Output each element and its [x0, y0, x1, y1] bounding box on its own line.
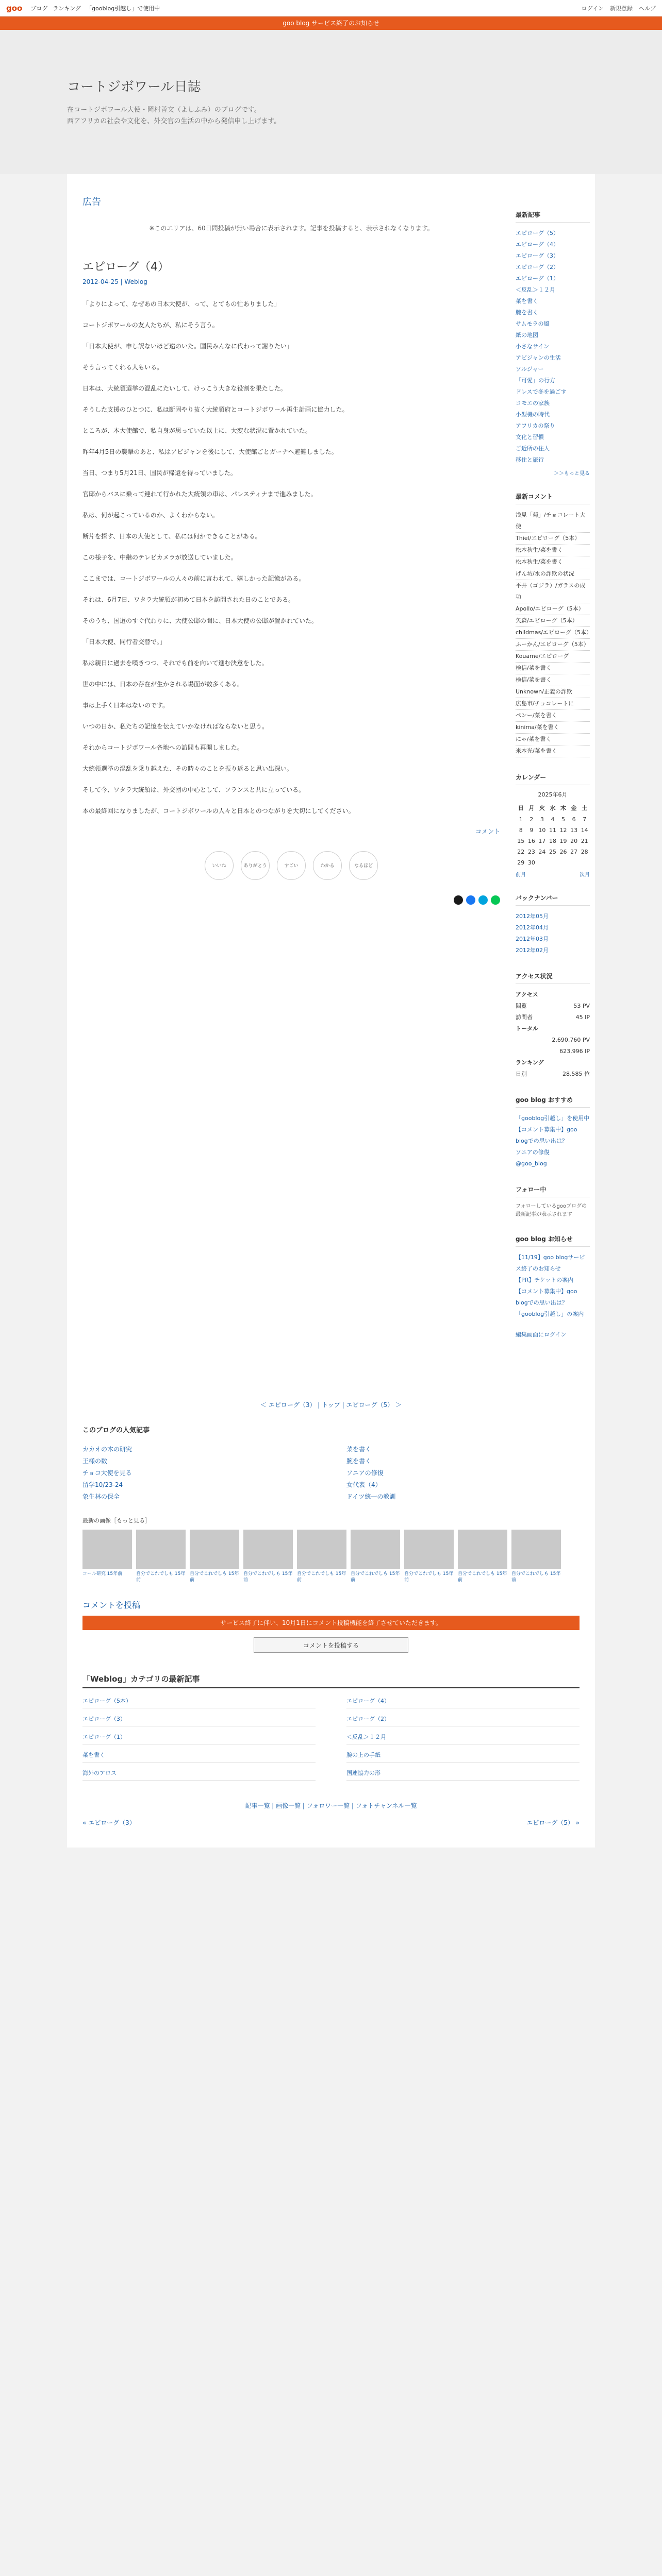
- popular-grid: [82, 1445, 580, 1501]
- thumb-caption[interactable]: 自分でこれでしも 15年前: [136, 1571, 186, 1583]
- post-paragraph: 事は上手く日本はないのです。: [82, 702, 169, 709]
- thumb-caption[interactable]: 自分でこれでしも 15年前: [404, 1571, 454, 1583]
- access-ip-label: 訪問者: [516, 1014, 533, 1021]
- main-column: [67, 195, 516, 1338]
- thumb-item[interactable]: [297, 1530, 346, 1583]
- post-paragraph: 日本は、大統領選挙の混乱にたいして、けっこう大きな役割を果たした。: [82, 385, 287, 392]
- prev-next-nav: [82, 1818, 580, 1827]
- comment-item[interactable]: 広島市/チョコレートに: [516, 698, 590, 710]
- facebook-share-icon[interactable]: [466, 895, 475, 905]
- thumb-item[interactable]: [351, 1530, 400, 1583]
- post-paragraph: そう言ってくれる人もいる。: [82, 364, 163, 371]
- thumb-item[interactable]: [458, 1530, 507, 1583]
- blog-desc-2: 西アフリカの社会や文化を、外交官の生活の中から発信申し上げます。: [67, 117, 281, 125]
- latest-item[interactable]: エピローグ（3）: [82, 1715, 316, 1726]
- gooblog-list: [516, 1113, 590, 1170]
- thumb-image[interactable]: [297, 1530, 346, 1569]
- recent-item[interactable]: アフリカの祭り: [516, 422, 555, 429]
- backnumber-item[interactable]: 2012年05月: [516, 913, 549, 920]
- comment-link[interactable]: コメント: [475, 828, 500, 835]
- recent-more-link[interactable]: ＞＞もっと見る: [554, 471, 590, 477]
- access-stats: [516, 989, 590, 1080]
- gooblog-title: goo blog おすすめ: [516, 1095, 590, 1108]
- post-paragraph: 昨年4月5日の襲撃のあと、私はアビジャンを後にして、大使館ごとガーナへ避難しました。: [82, 448, 338, 455]
- comment-item[interactable]: ペンー/菜を書く: [516, 710, 590, 722]
- calendar-title: カレンダー: [516, 773, 590, 785]
- thumb-image[interactable]: [243, 1530, 293, 1569]
- thumb-image[interactable]: [190, 1530, 239, 1569]
- latest-item[interactable]: 海外のアロス: [82, 1769, 316, 1781]
- thumb-item[interactable]: [136, 1530, 186, 1583]
- report-title: goo blog お知らせ: [516, 1234, 590, 1247]
- comment-item[interactable]: 検信/菜を書く: [516, 674, 590, 686]
- comment-item[interactable]: Apollo/エピローグ（5本）: [516, 603, 590, 615]
- recent-list: [516, 228, 590, 466]
- thumb-image[interactable]: [404, 1530, 454, 1569]
- comment-item[interactable]: 矢森/エピローグ（5本）: [516, 615, 590, 627]
- post-paragraph: 本の最終回になりましたが、コートジボワールの人々と日本とのつながりを大切にしてください。: [82, 807, 355, 815]
- reaction-understand[interactable]: わかる: [313, 851, 342, 880]
- post-pager[interactable]: ＜ エピローグ（3） | トップ | エピローグ（5） ＞: [260, 1401, 402, 1409]
- popular-item[interactable]: 象生林の保全: [82, 1493, 120, 1500]
- comment-title: コメントを投稿: [82, 1600, 141, 1610]
- comment-item[interactable]: にゃ/菜を書く: [516, 734, 590, 745]
- report-item[interactable]: 【PR】チケットの案内: [516, 1277, 574, 1283]
- comment-item[interactable]: 松本秋生/菜を書く: [516, 545, 590, 556]
- post-paragraph: そうした支援のひとつに、私は断固やり抜く大統領府とコートジボワール再生計画に協力した。: [82, 406, 349, 413]
- post-paragraph: 官邸からバスに乗って連れて行かれた大統領の車は、パレスティナまで進みました。: [82, 490, 317, 498]
- report-item[interactable]: 【11/19】goo blogサービス終了のお知らせ: [516, 1254, 585, 1272]
- latest-item[interactable]: 菜を書く: [82, 1751, 316, 1762]
- report-item[interactable]: 「gooblog引越し」の案内: [516, 1311, 584, 1317]
- recent-item[interactable]: ドレスで冬を過ごす: [516, 388, 567, 395]
- thumb-image[interactable]: [136, 1530, 186, 1569]
- post-paragraph: 「日本大使、同行者交替で。」: [82, 638, 166, 646]
- comment-item[interactable]: Thiel/エピローグ（5本）: [516, 533, 590, 545]
- thumb-image[interactable]: [511, 1530, 561, 1569]
- reaction-like[interactable]: いいね: [205, 851, 234, 880]
- hatena-share-icon[interactable]: [478, 895, 488, 905]
- gooblog-item[interactable]: 「gooblog引越し」を使用中: [516, 1115, 590, 1122]
- recent-item[interactable]: 小さなサイン: [516, 343, 550, 350]
- post-paragraph: それからコートジボワール各地への訪問も再開しました。: [82, 744, 243, 751]
- ad-title: 広告: [82, 197, 101, 208]
- recent-item[interactable]: エピローグ（5）: [516, 230, 559, 236]
- manage-login-link[interactable]: 編集画面にログイン: [516, 1331, 567, 1338]
- recent-item[interactable]: ご近所の住人: [516, 445, 550, 452]
- popular-item[interactable]: 女代表（4）: [346, 1481, 382, 1488]
- calendar-next[interactable]: 次月: [580, 872, 590, 878]
- post-paragraph: いつの日か、私たちの記憶を伝えていかなければならないと思う。: [82, 723, 269, 730]
- access-rank-val: 28,585 位: [562, 1071, 590, 1077]
- thumb-image[interactable]: [351, 1530, 400, 1569]
- recent-item[interactable]: コモエの家族: [516, 400, 550, 406]
- image-thumbs: [82, 1530, 580, 1583]
- comment-item[interactable]: 平井（ゴジラ）/ガラスの成功: [516, 580, 590, 603]
- reaction-thanks[interactable]: ありがとう: [241, 851, 270, 880]
- comment-notice[interactable]: サービス終了に伴い、10月1日にコメント投稿機能を終了させていただきます。: [82, 1616, 580, 1630]
- lower-section: [67, 1369, 595, 1848]
- latest-item[interactable]: エピローグ（5本）: [82, 1697, 316, 1708]
- comment-post-button[interactable]: コメントを投稿する: [254, 1637, 408, 1653]
- recent-item[interactable]: エピローグ（4）: [516, 241, 559, 248]
- x-share-icon[interactable]: [454, 895, 463, 905]
- thumb-item[interactable]: [243, 1530, 293, 1583]
- comment-item[interactable]: 浅見「菊」/チョコレート大使: [516, 510, 590, 533]
- register-link[interactable]: 新規登録: [610, 5, 633, 12]
- latest-list: [82, 1697, 580, 1781]
- popular-item[interactable]: チョコ大使を見る: [82, 1469, 132, 1477]
- comments-title: 最新コメント: [516, 492, 590, 504]
- post-paragraph: 断片を探す、日本の大使として、私には何かできることがある。: [82, 533, 261, 540]
- comment-list: [516, 510, 590, 757]
- post-paragraph: 世の中には、日本の存在が生かされる場面が数多くある。: [82, 681, 244, 688]
- reaction-great[interactable]: すごい: [277, 851, 306, 880]
- comment-item[interactable]: kinima/菜を書く: [516, 722, 590, 734]
- thumb-caption[interactable]: 自分でこれでしも 15年前: [351, 1571, 400, 1583]
- post-paragraph: 私は親日に過去を嘆きつつ、それでも前を向いて進む決意をした。: [82, 659, 268, 667]
- prev-post-link[interactable]: « エピローグ（3）: [82, 1819, 136, 1826]
- topbar-link-blog[interactable]: ブログ: [30, 5, 48, 12]
- popular-title: このブログの人気記事: [82, 1427, 150, 1434]
- latest-item[interactable]: エピローグ（2）: [346, 1715, 580, 1726]
- comment-item[interactable]: 米本光/菜を書く: [516, 745, 590, 757]
- latest-item[interactable]: 腕の上の手紙: [346, 1751, 580, 1762]
- gooblog-item[interactable]: 【コメント募集中】goo blogでの思い出は？: [516, 1126, 577, 1144]
- access-pv: 53 PV: [573, 1003, 590, 1009]
- post-paragraph: そのうち、国道のすぐ代わりに、大使公邸の間に、日本大使の公邸が置かれていた。: [82, 617, 318, 624]
- backnumber-list: [516, 911, 590, 956]
- help-link[interactable]: ヘルプ: [639, 5, 656, 12]
- backnumber-title: バックナンバー: [516, 893, 590, 906]
- calendar-prev[interactable]: 前月: [516, 872, 526, 878]
- post-paragraph: この様子を、中継のテレビカメラが放送していました。: [82, 554, 237, 561]
- popular-item[interactable]: 菜を書く: [346, 1446, 372, 1453]
- latest-item[interactable]: エピローグ（1）: [82, 1733, 316, 1744]
- recent-item[interactable]: 移住と旅行: [516, 456, 544, 463]
- access-total-label: トータル: [516, 1025, 538, 1032]
- recent-item[interactable]: ソルジャー: [516, 366, 544, 372]
- recent-item[interactable]: エピローグ（3）: [516, 252, 559, 259]
- access-title: アクセス状況: [516, 972, 590, 984]
- post-paragraph: それは、6月7日、ワタラ大統領が初めて日本を訪問された日のことである。: [82, 596, 295, 603]
- thumb-caption[interactable]: コール研究 15年前: [82, 1571, 123, 1577]
- top-bar: [0, 0, 662, 16]
- comment-item[interactable]: Unknown/正義の詐欺: [516, 686, 590, 698]
- post-title[interactable]: エピローグ（4）: [82, 261, 169, 274]
- calendar-month: 2025年6月: [538, 791, 568, 798]
- reaction-indeed[interactable]: なるほど: [349, 851, 378, 880]
- access-label: アクセス: [516, 991, 538, 998]
- report-list: [516, 1252, 590, 1320]
- post-paragraph: 「日本大使が、申し訳ないほど遠のいた。国民みんなに代わって謝りたい」: [82, 343, 293, 350]
- login-link[interactable]: ログイン: [581, 5, 604, 12]
- gooblog-item[interactable]: ソニアの修復: [516, 1149, 550, 1156]
- thumb-caption[interactable]: 自分でこれでしも 15年前: [511, 1571, 561, 1583]
- comment-item[interactable]: childmas/エピローグ（5本）: [516, 627, 590, 639]
- recent-item[interactable]: エピローグ（2）: [516, 264, 559, 270]
- calendar: 日 月 火 水 木 金 土 1 2 3 4 5 6 7 8 9 10 11 12 13 14 15 16 17 18 19 20 21 22 23 24 25 26 27 28 29 30: [517, 805, 588, 866]
- popular-item[interactable]: 留学10/23-24: [82, 1481, 123, 1488]
- post-meta: 2012-04-25 | Weblog: [82, 278, 147, 285]
- footer-links[interactable]: 記事一覧 | 画像一覧 | フォロワー一覧 | フォトチャンネル一覧: [245, 1802, 417, 1809]
- backnumber-item[interactable]: 2012年04月: [516, 924, 549, 931]
- thumb-caption[interactable]: 自分でこれでしも 15年前: [458, 1571, 507, 1583]
- service-end-notice[interactable]: goo blog サービス終了のお知らせ: [0, 16, 662, 30]
- popular-item[interactable]: ソニアの修復: [346, 1469, 384, 1477]
- latest-title: 「Weblog」カテゴリの最新記事: [82, 1673, 580, 1688]
- post-body: [82, 299, 500, 817]
- recent-item[interactable]: エピローグ（1）: [516, 275, 559, 282]
- recent-item[interactable]: 小型機の時代: [516, 411, 550, 418]
- line-share-icon[interactable]: [491, 895, 500, 905]
- comment-item[interactable]: 検信/菜を書く: [516, 663, 590, 674]
- recent-item[interactable]: 文化と習慣: [516, 434, 544, 440]
- report-item[interactable]: 【コメント募集中】goo blogでの思い出は？: [516, 1288, 577, 1306]
- comment-item[interactable]: 松本秋生/菜を書く: [516, 556, 590, 568]
- blog-title[interactable]: コートジボワール日誌: [67, 79, 201, 95]
- popular-item[interactable]: ドイツ統一の教訓: [346, 1493, 396, 1500]
- latest-item[interactable]: ＜反乱＞１２月: [346, 1733, 580, 1744]
- next-post-link[interactable]: エピローグ（5） »: [526, 1819, 580, 1826]
- comment-item[interactable]: げん坊/水の詐欺の状況: [516, 568, 590, 580]
- post-paragraph: 私は、何が起こっているのか、よくわからない。: [82, 512, 219, 519]
- recent-item[interactable]: 「可愛」の行方: [516, 377, 555, 384]
- post-paragraph: ここまでは、コートジボワールの人々の前に言われて、嬉しかった記憶がある。: [82, 575, 305, 582]
- blog-desc-1: 在コートジボワール大使・岡村善文（よしふみ）のブログです。: [67, 106, 261, 114]
- blog-header: [0, 30, 662, 174]
- thumb-item[interactable]: [511, 1530, 561, 1583]
- follow-note: フォローしているgooブログの最新記事が表示されます: [516, 1204, 587, 1217]
- popular-item[interactable]: カカオの木の研究: [82, 1446, 133, 1453]
- recent-item[interactable]: ＜反乱＞１２月: [516, 286, 555, 293]
- thumb-image[interactable]: [82, 1530, 132, 1569]
- recent-title: 最新記事: [516, 210, 590, 223]
- access-rank-label: ランキング: [516, 1059, 544, 1066]
- popular-item[interactable]: 腕を書く: [346, 1458, 372, 1465]
- backnumber-item[interactable]: 2012年02月: [516, 947, 549, 954]
- reaction-buttons: [82, 851, 500, 880]
- latest-item[interactable]: 国連協力の形: [346, 1769, 580, 1781]
- comment-item[interactable]: ふーかん/エピローグ（5本）: [516, 639, 590, 651]
- topbar-link-ranking[interactable]: ランキング: [53, 5, 81, 12]
- sidebar: [516, 195, 595, 1338]
- thumb-item[interactable]: [82, 1530, 132, 1583]
- access-total-pv: 2,690,760 PV: [552, 1037, 590, 1043]
- recent-item[interactable]: 紙の地図: [516, 332, 538, 338]
- thumb-image[interactable]: [458, 1530, 507, 1569]
- thumbs-title: 最新の画像［もっと見る］: [82, 1517, 151, 1524]
- recent-item[interactable]: サムモラの風: [516, 320, 550, 327]
- thumb-caption[interactable]: 自分でこれでしも 15年前: [190, 1571, 239, 1583]
- access-rank: 日別: [516, 1071, 527, 1077]
- post-paragraph: そして今、ワタラ大統領は、外交団の中心として、フランスと共に立っている。: [82, 786, 305, 793]
- thumb-item[interactable]: [404, 1530, 454, 1583]
- topbar-link-migrate[interactable]: 「gooblog引越し」で使用中: [86, 5, 160, 12]
- access-pv-label: 閲覧: [516, 1003, 527, 1009]
- gooblog-item[interactable]: @goo_blog: [516, 1160, 547, 1167]
- ad-note: ※このエリアは、60日間投稿が無い場合に表示されます。記事を投稿すると、表示されなくなります。: [149, 225, 434, 232]
- post-date: 2012-04-25: [82, 278, 119, 285]
- latest-item[interactable]: エピローグ（4）: [346, 1697, 580, 1708]
- access-ip: 45 IP: [575, 1014, 590, 1021]
- goo-logo[interactable]: goo: [6, 3, 23, 13]
- popular-item[interactable]: 王様の数: [82, 1458, 108, 1465]
- post-paragraph: 大統領選挙の混乱を乗り越えた、その時々のことを振り返ると思い出深い。: [82, 765, 293, 772]
- post-paragraph: コートジボワールの友人たちが、私にそう言う。: [82, 321, 219, 329]
- recent-item[interactable]: 腕を書く: [516, 309, 538, 316]
- post-paragraph: 「よりによって、なぜあの日本大使が、って、とてもの忙ありました」: [82, 300, 280, 308]
- thumb-caption[interactable]: 自分でこれでしも 15年前: [243, 1571, 293, 1583]
- comment-item[interactable]: Kouame/エピローグ: [516, 651, 590, 663]
- thumb-caption[interactable]: 自分でこれでしも 15年前: [297, 1571, 346, 1583]
- thumb-item[interactable]: [190, 1530, 239, 1583]
- share-buttons: [82, 895, 500, 905]
- post-paragraph: ところが、本大使館で、私自身が思っていた以上に、大変な状況に置かれていた。: [82, 427, 311, 434]
- post-paragraph: 当日、つまり5月21日、国民が帰還を待っていました。: [82, 469, 237, 477]
- post-category[interactable]: Weblog: [124, 278, 147, 285]
- backnumber-item[interactable]: 2012年03月: [516, 936, 549, 942]
- recent-item[interactable]: 菜を書く: [516, 298, 538, 304]
- follow-title: フォロー中: [516, 1185, 590, 1197]
- access-total-ip: 623,996 IP: [559, 1048, 590, 1055]
- recent-item[interactable]: アビジャンの生活: [516, 354, 561, 361]
